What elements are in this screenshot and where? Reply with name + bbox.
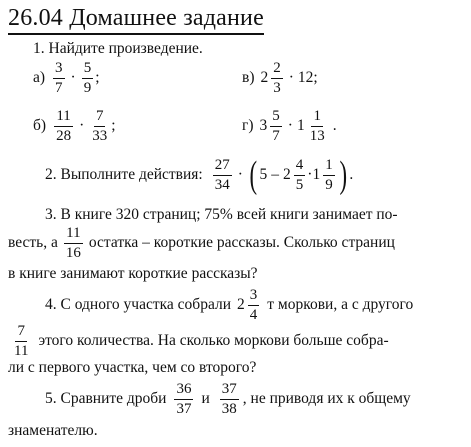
fraction: $\frac{7}{33}$	[92, 107, 108, 144]
task1-a: а) $\frac{3}{7}$ · $\frac{5}{9}$ ;	[33, 59, 100, 96]
task4-line1: 4. С одного участка собрали 2 $\frac{3}{4}$ т моркови, а с другого	[45, 286, 414, 323]
task5-line1: 5. Сравните дроби $\frac{36}{37}$ и $\frac{37}{38}$ , не приводя их к общему	[45, 380, 411, 417]
task4-line2: $\frac{7}{11}$ этого количества. На сколько моркови больше собра-	[14, 322, 389, 359]
task5-line2: знаменателю.	[8, 422, 98, 439]
mixed-number: 2 $\frac{2}{3}$	[260, 59, 281, 96]
task1-v: в) 2 $\frac{2}{3}$ · 12;	[242, 59, 318, 96]
task3-line2: весть, а $\frac{11}{16}$ остатка – короткие рассказы. Сколько страниц	[8, 224, 395, 261]
task2-text: 2. Выполните действия:	[45, 166, 203, 183]
page-title: 26.04 Домашнее задание	[8, 4, 264, 35]
task4-line3: ли с первого участка, чем со второго?	[8, 359, 257, 376]
task1-a-label: а)	[33, 69, 46, 86]
task1-heading: 1. Найдите произведение.	[33, 40, 203, 57]
task1-b: б) $\frac{11}{28}$ · $\frac{7}{33}$ ;	[33, 107, 116, 144]
fraction: $\frac{3}{7}$	[55, 59, 63, 96]
task2: 2. Выполните действия: $\frac{27}{34}$ · ( 5 – 2 $\frac{4}{5}$ · 1 $\frac{1}{9}$ ) .	[45, 154, 354, 196]
task3-line3: в книге занимают короткие рассказы?	[8, 265, 258, 282]
task1-g: г) 3 $\frac{5}{7}$ · 1 $\frac{1}{13}$ .	[242, 107, 337, 144]
fraction: $\frac{5}{9}$	[83, 59, 92, 96]
fraction: $\frac{11}{28}$	[56, 107, 72, 144]
task3-line1: 3. В книге 320 страниц; 75% всей книги занимает по-	[45, 206, 398, 223]
